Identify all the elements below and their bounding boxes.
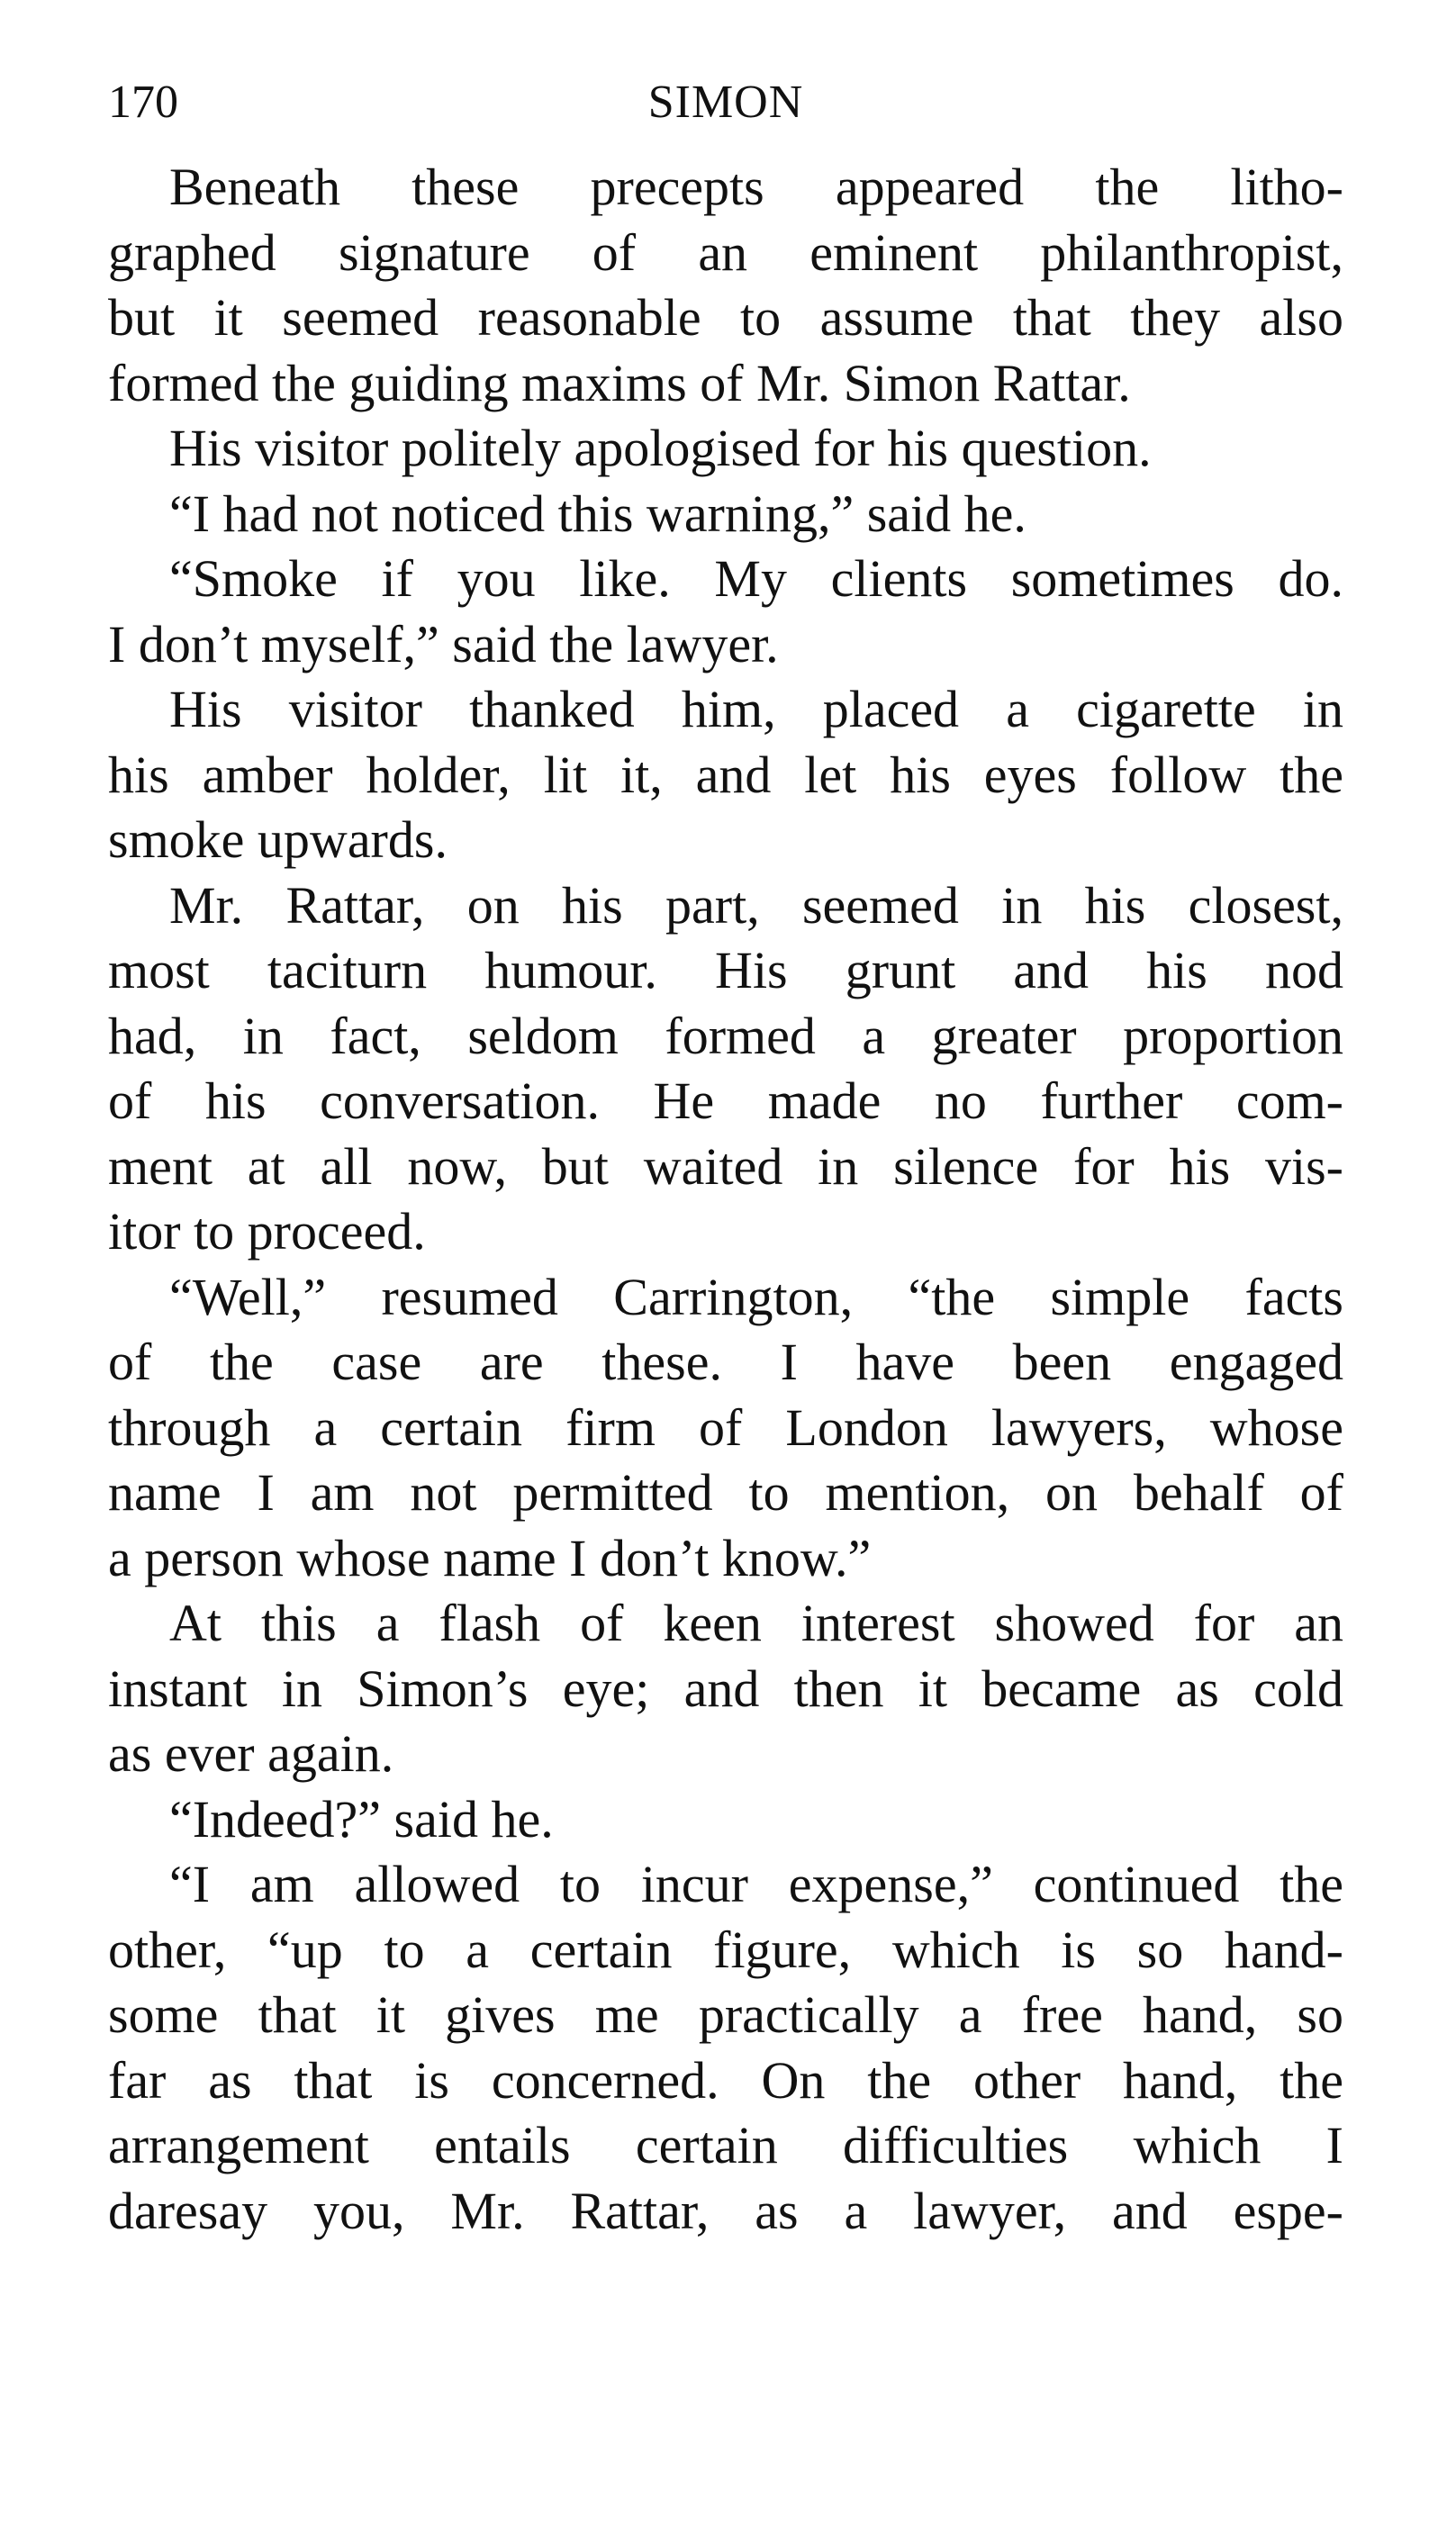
page-header [108,74,1343,131]
text-line: daresay you, Mr. Rattar, as a lawyer, and espe- [108,2181,1343,2240]
text-line: name I am not permitted to mention, on behalf of [108,1463,1343,1522]
text-line: arrangement entails certain difficulties which I [108,2116,1343,2174]
text-line: other, “up to a certain figure, which is so hand- [108,1920,1343,1979]
text-line: His visitor politely apologised for his question. [169,419,1152,477]
text-line: Mr. Rattar, on his part, seemed in his closest, [169,875,1343,935]
text-line: as ever again. [108,1724,394,1783]
text-line: graphed signature of an eminent philanthropist, [108,222,1343,282]
text-line: but it seemed reasonable to assume that they also [108,288,1343,347]
text-line: I don’t myself,” said the lawyer. [108,614,779,673]
text-line: of his conversation. He made no further com- [108,1071,1343,1130]
text-line: At this a flash of keen interest showed for an [169,1594,1343,1652]
text-line: through a certain firm of London lawyers, whose [108,1397,1343,1457]
text-line: a person whose name I don’t know.” [108,1528,872,1587]
running-head: SIMON [647,77,804,128]
text-line: most taciturn humour. His grunt and his nod [108,941,1343,999]
text-line: Beneath these precepts appeared the litho- [169,158,1343,216]
text-line: “Indeed?” said he. [169,1789,554,1849]
text-line: far as that is concerned. On the other hand, the [108,2050,1343,2110]
text-line: “Well,” resumed Carrington, “the simple facts [169,1267,1343,1326]
text-line: “I had not noticed this warning,” said he. [169,484,1026,543]
text-line: ment at all now, but waited in silence for his vis- [108,1136,1343,1196]
text-line: of the case are these. I have been engaged [108,1333,1343,1391]
text-line: His visitor thanked him, placed a cigarette in [169,680,1343,738]
text-line: formed the guiding maxims of Mr. Simon Rattar. [108,353,1131,412]
body-text [108,155,1343,2244]
text-line: his amber holder, lit it, and let his eyes follow the [108,745,1343,804]
text-line: had, in fact, seldom formed a greater proportion [108,1006,1343,1065]
text-line: smoke upwards. [108,810,448,869]
text-line: itor to proceed. [108,1202,426,1261]
text-line: “I am allowed to incur expense,” continued the [169,1855,1343,1913]
text-line: some that it gives me practically a free hand, so [108,1985,1343,2044]
page-number: 170 [108,77,178,128]
text-line: instant in Simon’s eye; and then it became as cold [108,1659,1343,1718]
text-line: “Smoke if you like. My clients sometimes do. [169,549,1343,608]
